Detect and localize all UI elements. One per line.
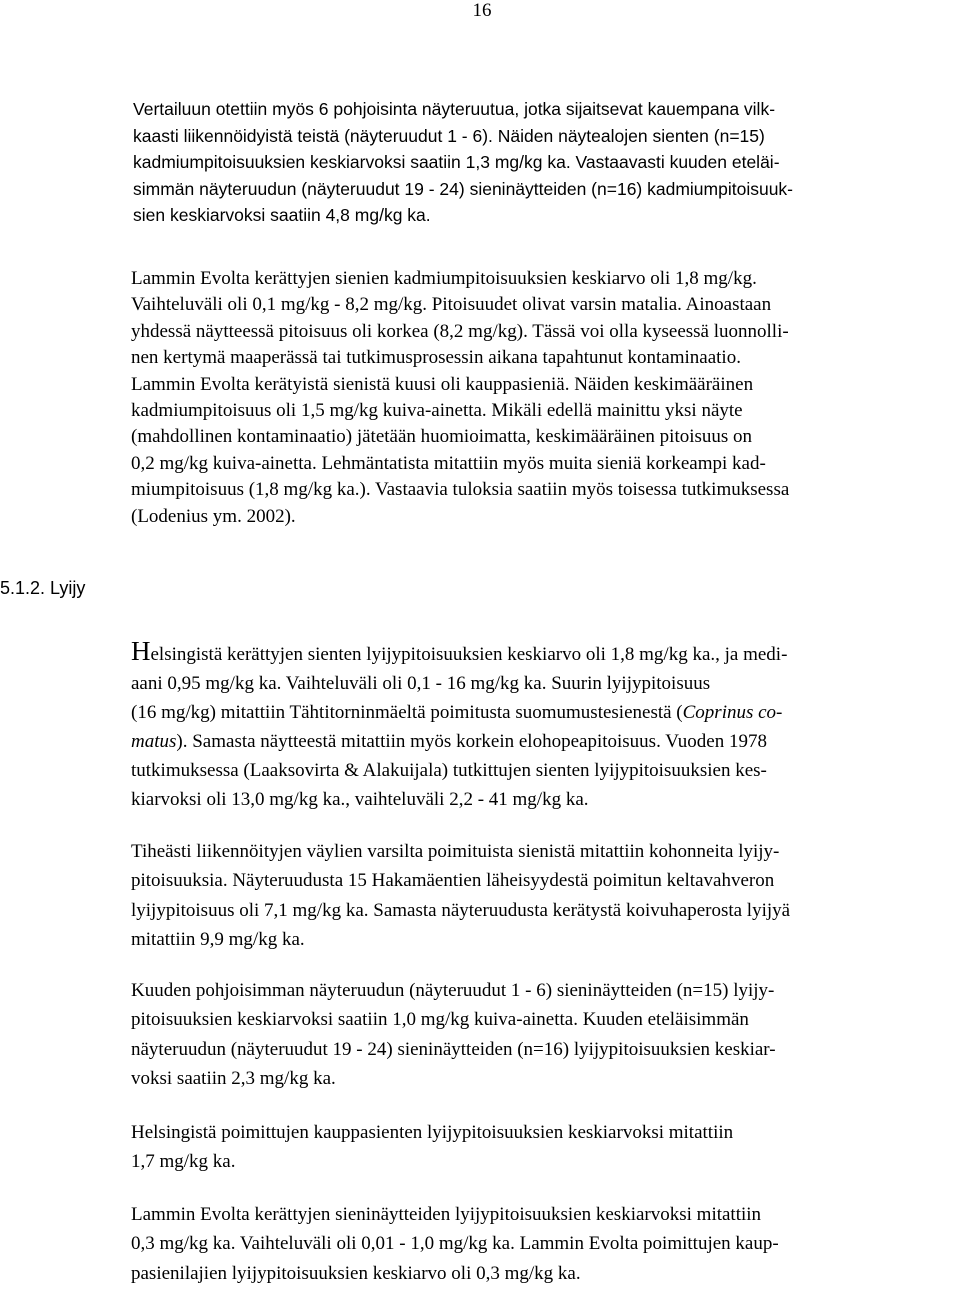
text-fragment: (16 mg/kg) mitattiin Tähtitorninmäeltä poimitusta suomumustesienestä ( bbox=[131, 702, 683, 723]
text-fragment: elsingistä kerättyjen sienten lyijypitoisuuksien keskiarvo oli 1,8 mg/kg ka., ja medi- bbox=[150, 644, 788, 665]
text-line: Helsingistä poimittujen kauppasienten lyijypitoisuuksien keskiarvoksi mitattiin bbox=[131, 1122, 734, 1143]
text-line: pasienilajien lyijypitoisuuksien keskiarvo oli 0,3 mg/kg ka. bbox=[131, 1262, 581, 1284]
text-line: miumpitoisuus (1,8 mg/kg ka.). Vastaavia tuloksia saatiin myös toisessa tutkimuksessa bbox=[131, 479, 790, 501]
text-line: lyijypitoisuus oli 7,1 mg/kg ka. Samasta näyteruudusta kerätystä koivuhaperosta lyijyä bbox=[131, 899, 791, 921]
paragraph-market-mushrooms bbox=[131, 1118, 733, 1177]
text-line bbox=[131, 636, 788, 669]
text-line: kiarvoksi oli 13,0 mg/kg ka., vaihteluväli 2,2 - 41 mg/kg ka. bbox=[131, 789, 589, 810]
paragraph-lammi-cadmium bbox=[131, 266, 789, 530]
text-fragment: ). Samasta näytteestä mitattiin myös korkein elohopeapitoisuus. Vuoden 1978 bbox=[176, 731, 767, 752]
drop-cap: H bbox=[131, 636, 151, 666]
paragraph-cadmium-comparison bbox=[133, 96, 793, 229]
text-line: pitoisuuksia. Näyteruudusta 15 Hakamäentien läheisyydestä poimitun keltavahveron bbox=[131, 870, 775, 892]
text-line: näyteruudun (näyteruudut 19 - 24) sieninäytteiden (n=16) lyijypitoisuuksien keskiar- bbox=[131, 1038, 776, 1060]
page-number: 16 bbox=[472, 0, 492, 21]
text-line: sien keskiarvoksi saatiin 4,8 mg/kg ka. bbox=[133, 205, 431, 225]
text-line: yhdessä näytteessä pitoisuus oli korkea (8,2 mg/kg). Tässä voi olla kyseessä luonnolli- bbox=[131, 320, 789, 342]
text-line: 0,2 mg/kg kuiva-ainetta. Lehmäntatista mitattiin myös muita sieniä korkeampi kad- bbox=[131, 452, 766, 474]
text-line: kadmiumpitoisuuksien keskiarvoksi saatiin 1,3 mg/kg ka. Vastaavasti kuuden eteläi- bbox=[133, 152, 780, 172]
section-heading: 5.1.2. Lyijy bbox=[0, 578, 86, 598]
species-name: matus bbox=[131, 731, 177, 752]
text-line: Lammin Evolta kerätyistä sienistä kuusi oli kauppasieniä. Näiden keskimääräinen bbox=[131, 373, 754, 395]
text-line: 0,3 mg/kg ka. Vaihteluväli oli 0,01 - 1,0 mg/kg ka. Lammin Evolta poimittujen kaup- bbox=[131, 1233, 779, 1255]
paragraph-lammi-lead bbox=[131, 1200, 779, 1288]
text-line: nen kertymä maaperässä tai tutkimusprosessin aikana tapahtunut kontaminaatio. bbox=[131, 347, 741, 369]
text-line: 1,7 mg/kg ka. bbox=[131, 1151, 236, 1173]
text-line: kaasti liikennöidyistä teistä (näyteruudut 1 - 6). Näiden näytealojen sienten (n=15) bbox=[133, 125, 765, 146]
text-line: Tiheästi liikennöityjen väylien varsilta poimituista sienistä mitattiin kohonneita lyijy- bbox=[131, 841, 780, 862]
text-line: Vertailuun otettiin myös 6 pohjoisinta näyteruutua, jotka sijaitsevat kauempana vilk- bbox=[133, 99, 776, 119]
paragraph-north-south bbox=[131, 976, 776, 1093]
text-line: Lammin Evolta kerättyjen sienien kadmiumpitoisuuksien keskiarvo oli 1,8 mg/kg. bbox=[131, 268, 757, 289]
text-line: voksi saatiin 2,3 mg/kg ka. bbox=[131, 1067, 336, 1089]
text-line: simmän näyteruudun (näyteruudut 19 - 24) sieninäytteiden (n=16) kadmiumpitoisuuk- bbox=[133, 178, 794, 199]
species-name: Coprinus co- bbox=[682, 702, 783, 723]
paragraph-helsinki-lead bbox=[131, 636, 788, 814]
text-line bbox=[131, 698, 787, 727]
text-line: tutkimuksessa (Laaksovirta & Alakuijala) tutkittujen sienten lyijypitoisuuksien kes- bbox=[131, 760, 767, 781]
text-line: Vaihteluväli oli 0,1 mg/kg - 8,2 mg/kg. Pitoisuudet olivat varsin matalia. Ainoastaan bbox=[131, 294, 772, 316]
text-line: Kuuden pohjoisimman näyteruudun (näyteruudut 1 - 6) sieninäytteiden (n=15) lyijy- bbox=[131, 980, 775, 1001]
text-line: mitattiin 9,9 mg/kg ka. bbox=[131, 928, 305, 950]
text-line: pitoisuuksien keskiarvoksi saatiin 1,0 mg/kg kuiva-ainetta. Kuuden eteläisimmän bbox=[131, 1009, 749, 1031]
text-line bbox=[131, 727, 787, 756]
text-line: Lammin Evolta kerättyjen sieninäytteiden lyijypitoisuuksien keskiarvoksi mitattiin bbox=[131, 1204, 762, 1225]
text-line: (mahdollinen kontaminaatio) jätetään huomioimatta, keskimääräinen pitoisuus on bbox=[131, 426, 753, 448]
text-line: kadmiumpitoisuus oli 1,5 mg/kg kuiva-ainetta. Mikäli edellä mainittu yksi näyte bbox=[131, 400, 743, 422]
text-line: (Lodenius ym. 2002). bbox=[131, 505, 296, 527]
text-line: aani 0,95 mg/kg ka. Vaihteluväli oli 0,1 - 16 mg/kg ka. Suurin lyijypitoisuus bbox=[131, 673, 711, 694]
paragraph-traffic-routes bbox=[131, 837, 790, 954]
